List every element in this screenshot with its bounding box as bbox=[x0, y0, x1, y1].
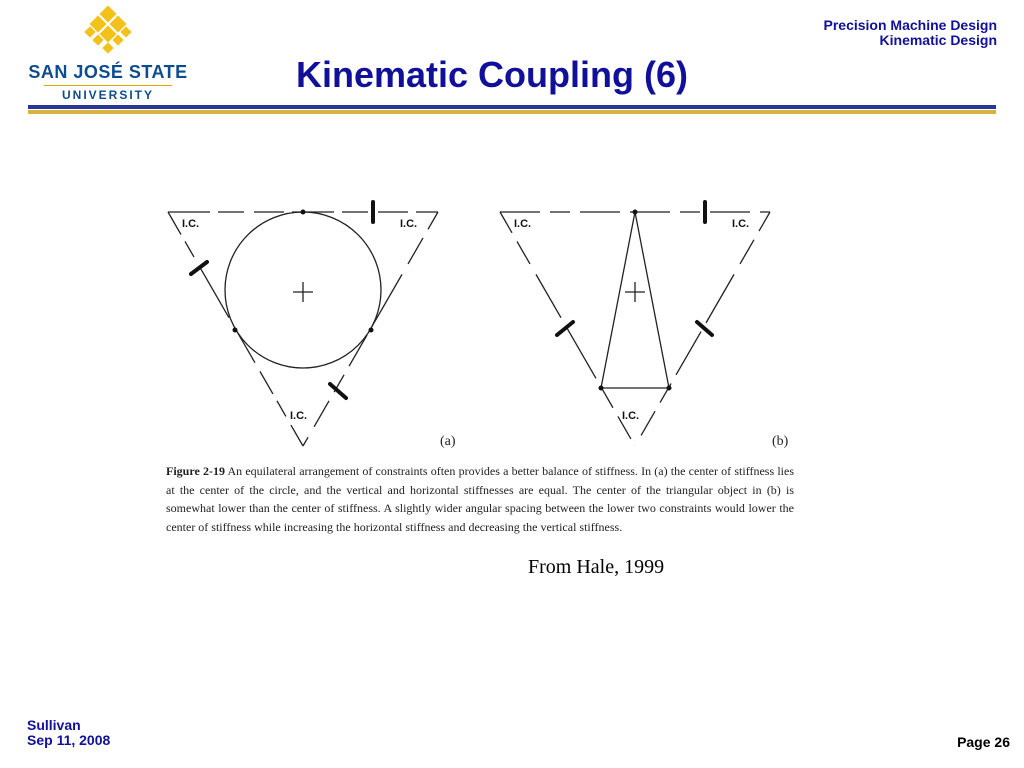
caption-text: An equilateral arrangement of constraints often provides a better balance of stiffness. In (a) the center of stiffness lies at the center of the circle, and the vertical and horizontal stiffnesses are equal. The center of the triangular object in (b) is somewhat lower than the center of stiffness. A slightly wider angular spacing between the lower two constraints would lower the center of stiffness while increasing the horizontal stiffness and decreasing the vertical stiffness. bbox=[166, 464, 794, 534]
ic-label-b-left: I.C. bbox=[514, 218, 532, 230]
kinematic-figure bbox=[160, 196, 800, 461]
sjsu-seal-icon bbox=[84, 6, 132, 54]
header-rule-gold bbox=[28, 110, 996, 114]
page-number: Page 26 bbox=[957, 734, 1010, 750]
header-rule-blue bbox=[28, 105, 996, 109]
figure-caption bbox=[166, 462, 794, 536]
slide-date: Sep 11, 2008 bbox=[27, 732, 111, 748]
author-name: Sullivan bbox=[27, 717, 81, 733]
ic-label-b-right: I.C. bbox=[732, 218, 750, 230]
university-logo bbox=[28, 6, 188, 100]
footer-info bbox=[27, 718, 110, 748]
header-info bbox=[824, 18, 998, 48]
logo-divider bbox=[44, 85, 172, 86]
ic-label-a-bottom: I.C. bbox=[290, 410, 308, 422]
caption-label: Figure 2-19 bbox=[166, 464, 225, 478]
slide-title: Kinematic Coupling (6) bbox=[296, 54, 689, 95]
logo-name: SAN JOSÉ STATE bbox=[28, 62, 188, 82]
logo-subtitle: UNIVERSITY bbox=[61, 88, 154, 102]
ic-label-a-right: I.C. bbox=[400, 218, 418, 230]
ic-label-a-left: I.C. bbox=[182, 218, 200, 230]
course-name: Precision Machine Design bbox=[823, 17, 997, 33]
panel-b-label: (b) bbox=[772, 434, 789, 449]
panel-a-label: (a) bbox=[440, 434, 456, 449]
figure-drawing bbox=[160, 196, 800, 456]
topic-name: Kinematic Design bbox=[879, 32, 997, 48]
figure-source: From Hale, 1999 bbox=[528, 556, 665, 578]
ic-label-b-bottom: I.C. bbox=[622, 410, 640, 422]
